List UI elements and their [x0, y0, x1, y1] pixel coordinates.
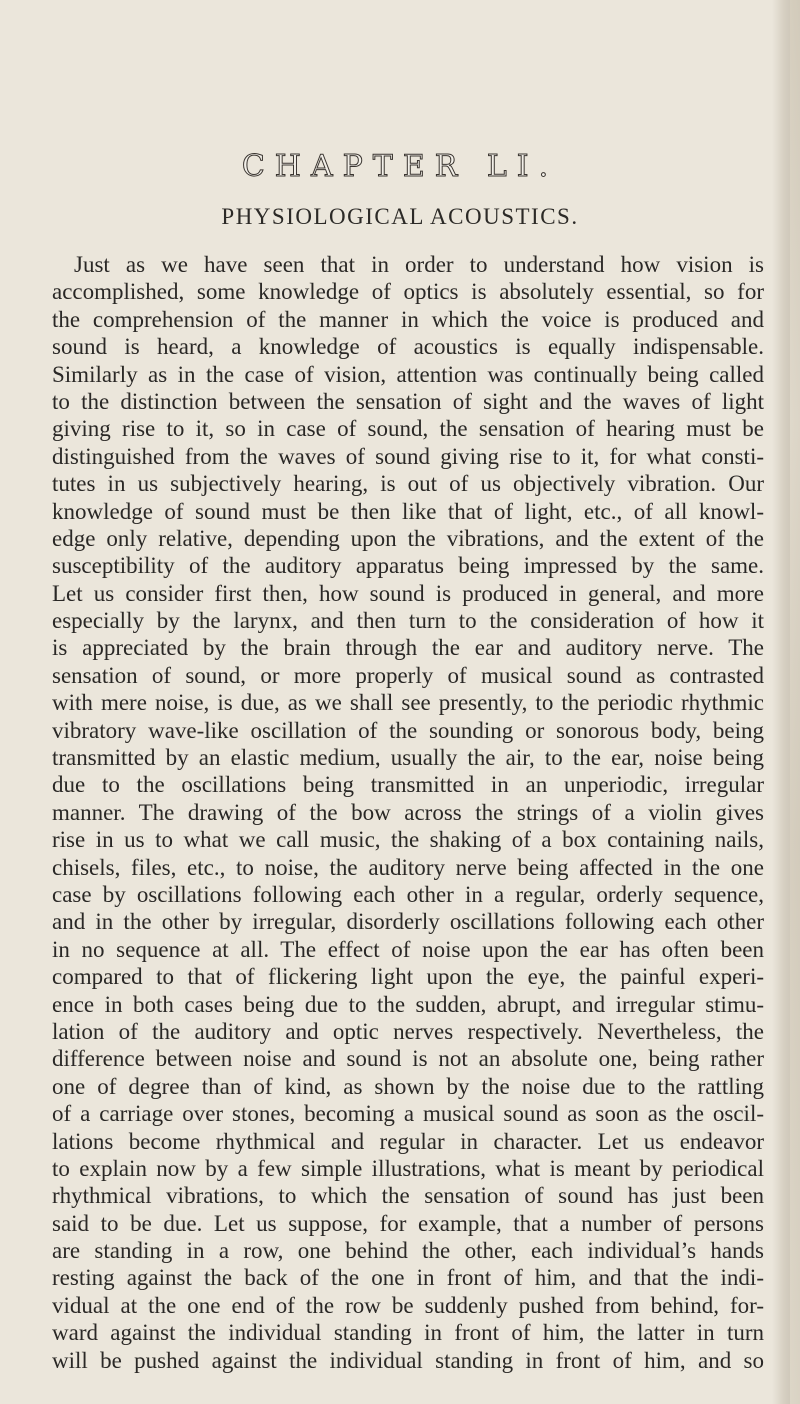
text-line: Let us consider first then, how sound is produced in general, and more [52, 580, 764, 606]
text-line: Just as we have seen that in order to understand how vision is [74, 252, 764, 277]
text-line: is appreciated by the brain through the ear and auditory nerve. The [52, 635, 764, 661]
text-line: ward against the individual standing in front of him, the latter in turn [52, 1320, 764, 1346]
text-line: to the distinction between the sensation of sight and the waves of light [52, 388, 764, 414]
text-line: and in the other by irregular, disorderly oscillations following each other [52, 909, 764, 935]
text-line: difference between noise and sound is not an absolute one, being rather [52, 1046, 764, 1072]
text-line: chisels, files, etc., to noise, the auditory nerve being affected in the one [52, 854, 764, 880]
text-line: due to the oscillations being transmitted in an unperiodic, irregular [52, 772, 764, 798]
text-line: lations become rhythmical and regular in character. Let us endeavor [52, 1128, 764, 1154]
text-line: tutes in us subjectively hearing, is out of us objectively vibration. Our [52, 471, 764, 497]
text-line: susceptibility of the auditory apparatus being impressed by the same. [52, 553, 764, 579]
text-line: distinguished from the waves of sound giving rise to it, for what consti- [52, 443, 764, 469]
text-line: transmitted by an elastic medium, usually the air, to the ear, noise being [52, 745, 764, 771]
text-line: vibratory wave-like oscillation of the sounding or sonorous body, being [52, 717, 764, 743]
text-line: are standing in a row, one behind the other, each individual’s hands [52, 1238, 764, 1264]
text-line: will be pushed against the individual standing in front of him, and so [52, 1347, 764, 1373]
text-line: rhythmical vibrations, to which the sensation of sound has just been [52, 1183, 764, 1209]
text-line: one of degree than of kind, as shown by the noise due to the rattling [52, 1073, 764, 1099]
text-line: accomplished, some knowledge of optics is absolutely essential, so for [52, 279, 764, 305]
text-line: of a carriage over stones, becoming a musical sound as soon as the oscil- [52, 1101, 764, 1127]
text-line: giving rise to it, so in case of sound, the sensation of hearing must be [52, 416, 764, 442]
text-line: knowledge of sound must be then like that of light, etc., of all knowl- [52, 498, 764, 524]
body-paragraph [52, 251, 764, 1374]
text-line: to explain now by a few simple illustrations, what is meant by periodical [52, 1155, 764, 1181]
text-line: rise in us to what we call music, the shaking of a box containing nails, [52, 827, 764, 853]
text-line: said to be due. Let us suppose, for example, that a number of persons [52, 1210, 764, 1236]
text-line: the comprehension of the manner in which the voice is produced and [52, 306, 764, 332]
text-line: resting against the back of the one in front of him, and that the indi- [52, 1265, 764, 1291]
chapter-title: PHYSIOLOGICAL ACOUSTICS. [221, 204, 579, 229]
text-line: edge only relative, depending upon the vibrations, and the extent of the [52, 525, 764, 551]
text-line: in no sequence at all. The effect of noise upon the ear has often been [52, 936, 764, 962]
text-line: sound is heard, a knowledge of acoustics is equally indispensable. [52, 334, 764, 360]
text-line: compared to that of flickering light upon the eye, the painful experi- [52, 964, 764, 990]
text-line: manner. The drawing of the bow across the strings of a violin gives [52, 799, 764, 825]
chapter-heading: CHAPTER LI. [241, 149, 559, 184]
text-line: especially by the larynx, and then turn to the consideration of how it [52, 608, 764, 634]
text-line: ence in both cases being due to the sudden, abrupt, and irregular stimu- [52, 991, 764, 1017]
text-line: vidual at the one end of the row be suddenly pushed from behind, for- [52, 1292, 764, 1318]
text-line: lation of the auditory and optic nerves respectively. Nevertheless, the [52, 1018, 764, 1044]
text-line: case by oscillations following each other in a regular, orderly sequence, [52, 881, 764, 907]
text-line: sensation of sound, or more properly of musical sound as contrasted [52, 662, 764, 688]
text-line: Similarly as in the case of vision, attention was continually being called [52, 361, 764, 387]
text-line: with mere noise, is due, as we shall see presently, to the periodic rhythmic [52, 690, 764, 716]
